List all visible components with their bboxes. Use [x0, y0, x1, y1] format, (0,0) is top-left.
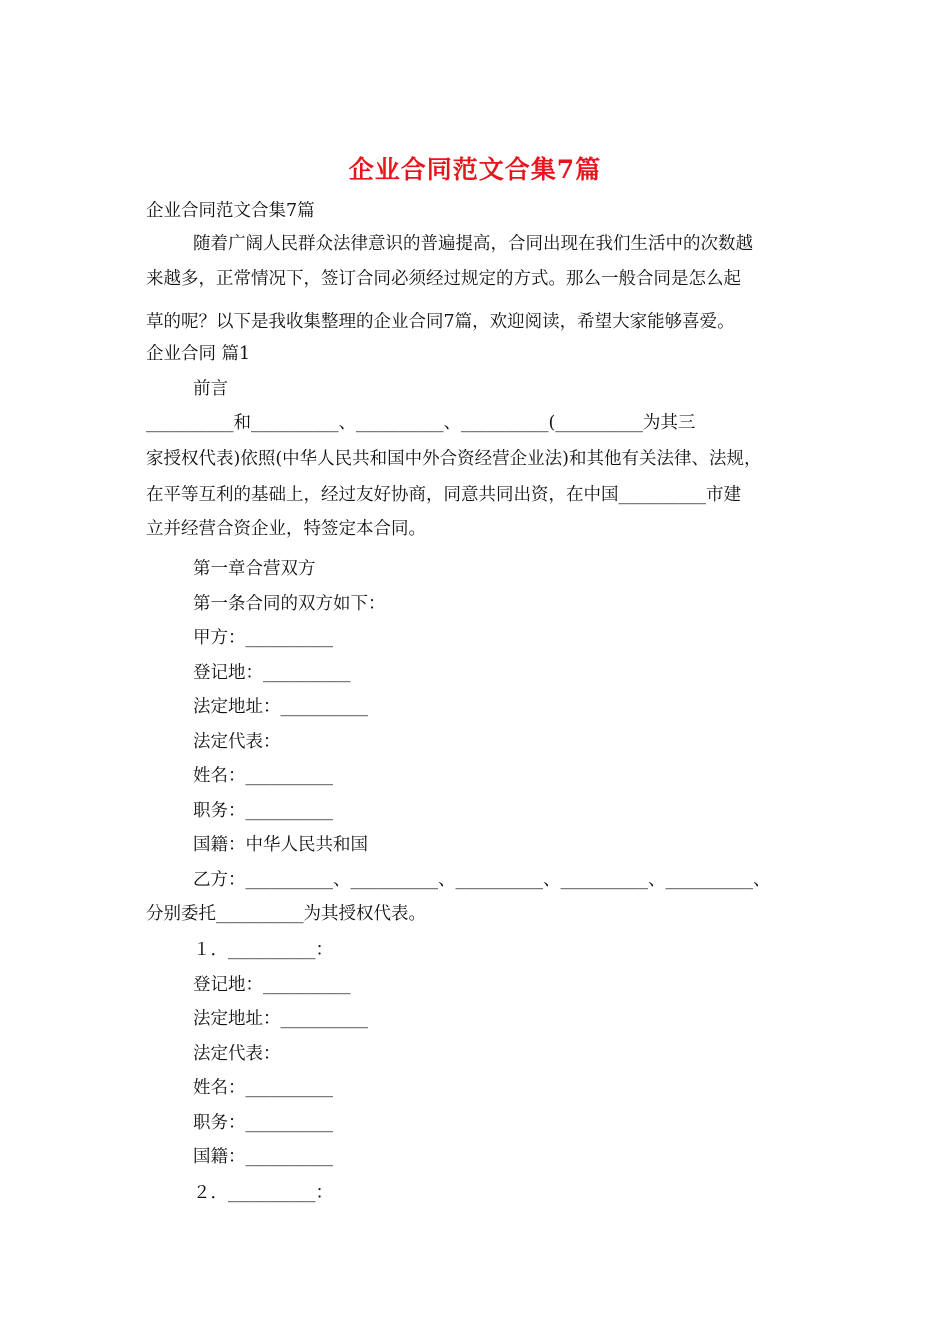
- document-line: ２．__________：: [193, 1183, 333, 1203]
- document-line: 第一章合营双方: [193, 559, 316, 579]
- document-line: 甲方：__________: [193, 628, 333, 648]
- document-line: 国籍：__________: [193, 1147, 333, 1167]
- document-line: 家授权代表)依照(中华人民共和国中外合资经营企业法)和其他有关法律、法规，: [146, 449, 762, 469]
- document-line: 来越多，正常情况下，签订合同必须经过规定的方式。那么一般合同是怎么起: [146, 269, 741, 289]
- document-line: 乙方：__________、__________、__________、__________、__________、: [193, 870, 771, 890]
- document-line: 姓名：__________: [193, 766, 333, 786]
- document-line: 随着广阔人民群众法律意识的普遍提高，合同出现在我们生活中的次数越: [193, 234, 753, 254]
- document-line: 前言: [193, 379, 228, 399]
- document-line: 在平等互利的基础上，经过友好协商，同意共同出资，在中国__________市建: [146, 485, 741, 505]
- document-line: 第一条合同的双方如下：: [193, 594, 386, 614]
- document-line: 法定代表：: [193, 1044, 281, 1064]
- document-line: 分别委托__________为其授权代表。: [146, 904, 426, 924]
- document-line: 姓名：__________: [193, 1078, 333, 1098]
- document-line: 法定地址：__________: [193, 1009, 368, 1029]
- document-title: 企业合同范文合集7篇: [348, 155, 602, 184]
- document-line: __________和__________、__________、__________(__________为其三: [146, 413, 696, 433]
- document-line: 企业合同 篇1: [146, 344, 251, 364]
- document-line: 职务：__________: [193, 1113, 333, 1133]
- document-line: 立并经营合资企业，特签定本合同。: [146, 519, 426, 539]
- document-line: 法定地址：__________: [193, 697, 368, 717]
- document-line: 职务：__________: [193, 801, 333, 821]
- document-line: 登记地：__________: [193, 663, 351, 683]
- document-line: 草的呢？以下是我收集整理的企业合同7篇，欢迎阅读，希望大家能够喜爱。: [146, 312, 735, 332]
- document-line: 企业合同范文合集7篇: [146, 201, 315, 221]
- document-line: 登记地：__________: [193, 975, 351, 995]
- document-line: １．__________：: [193, 940, 333, 960]
- document-line: 国籍：中华人民共和国: [193, 835, 368, 855]
- document-line: 法定代表：: [193, 732, 281, 752]
